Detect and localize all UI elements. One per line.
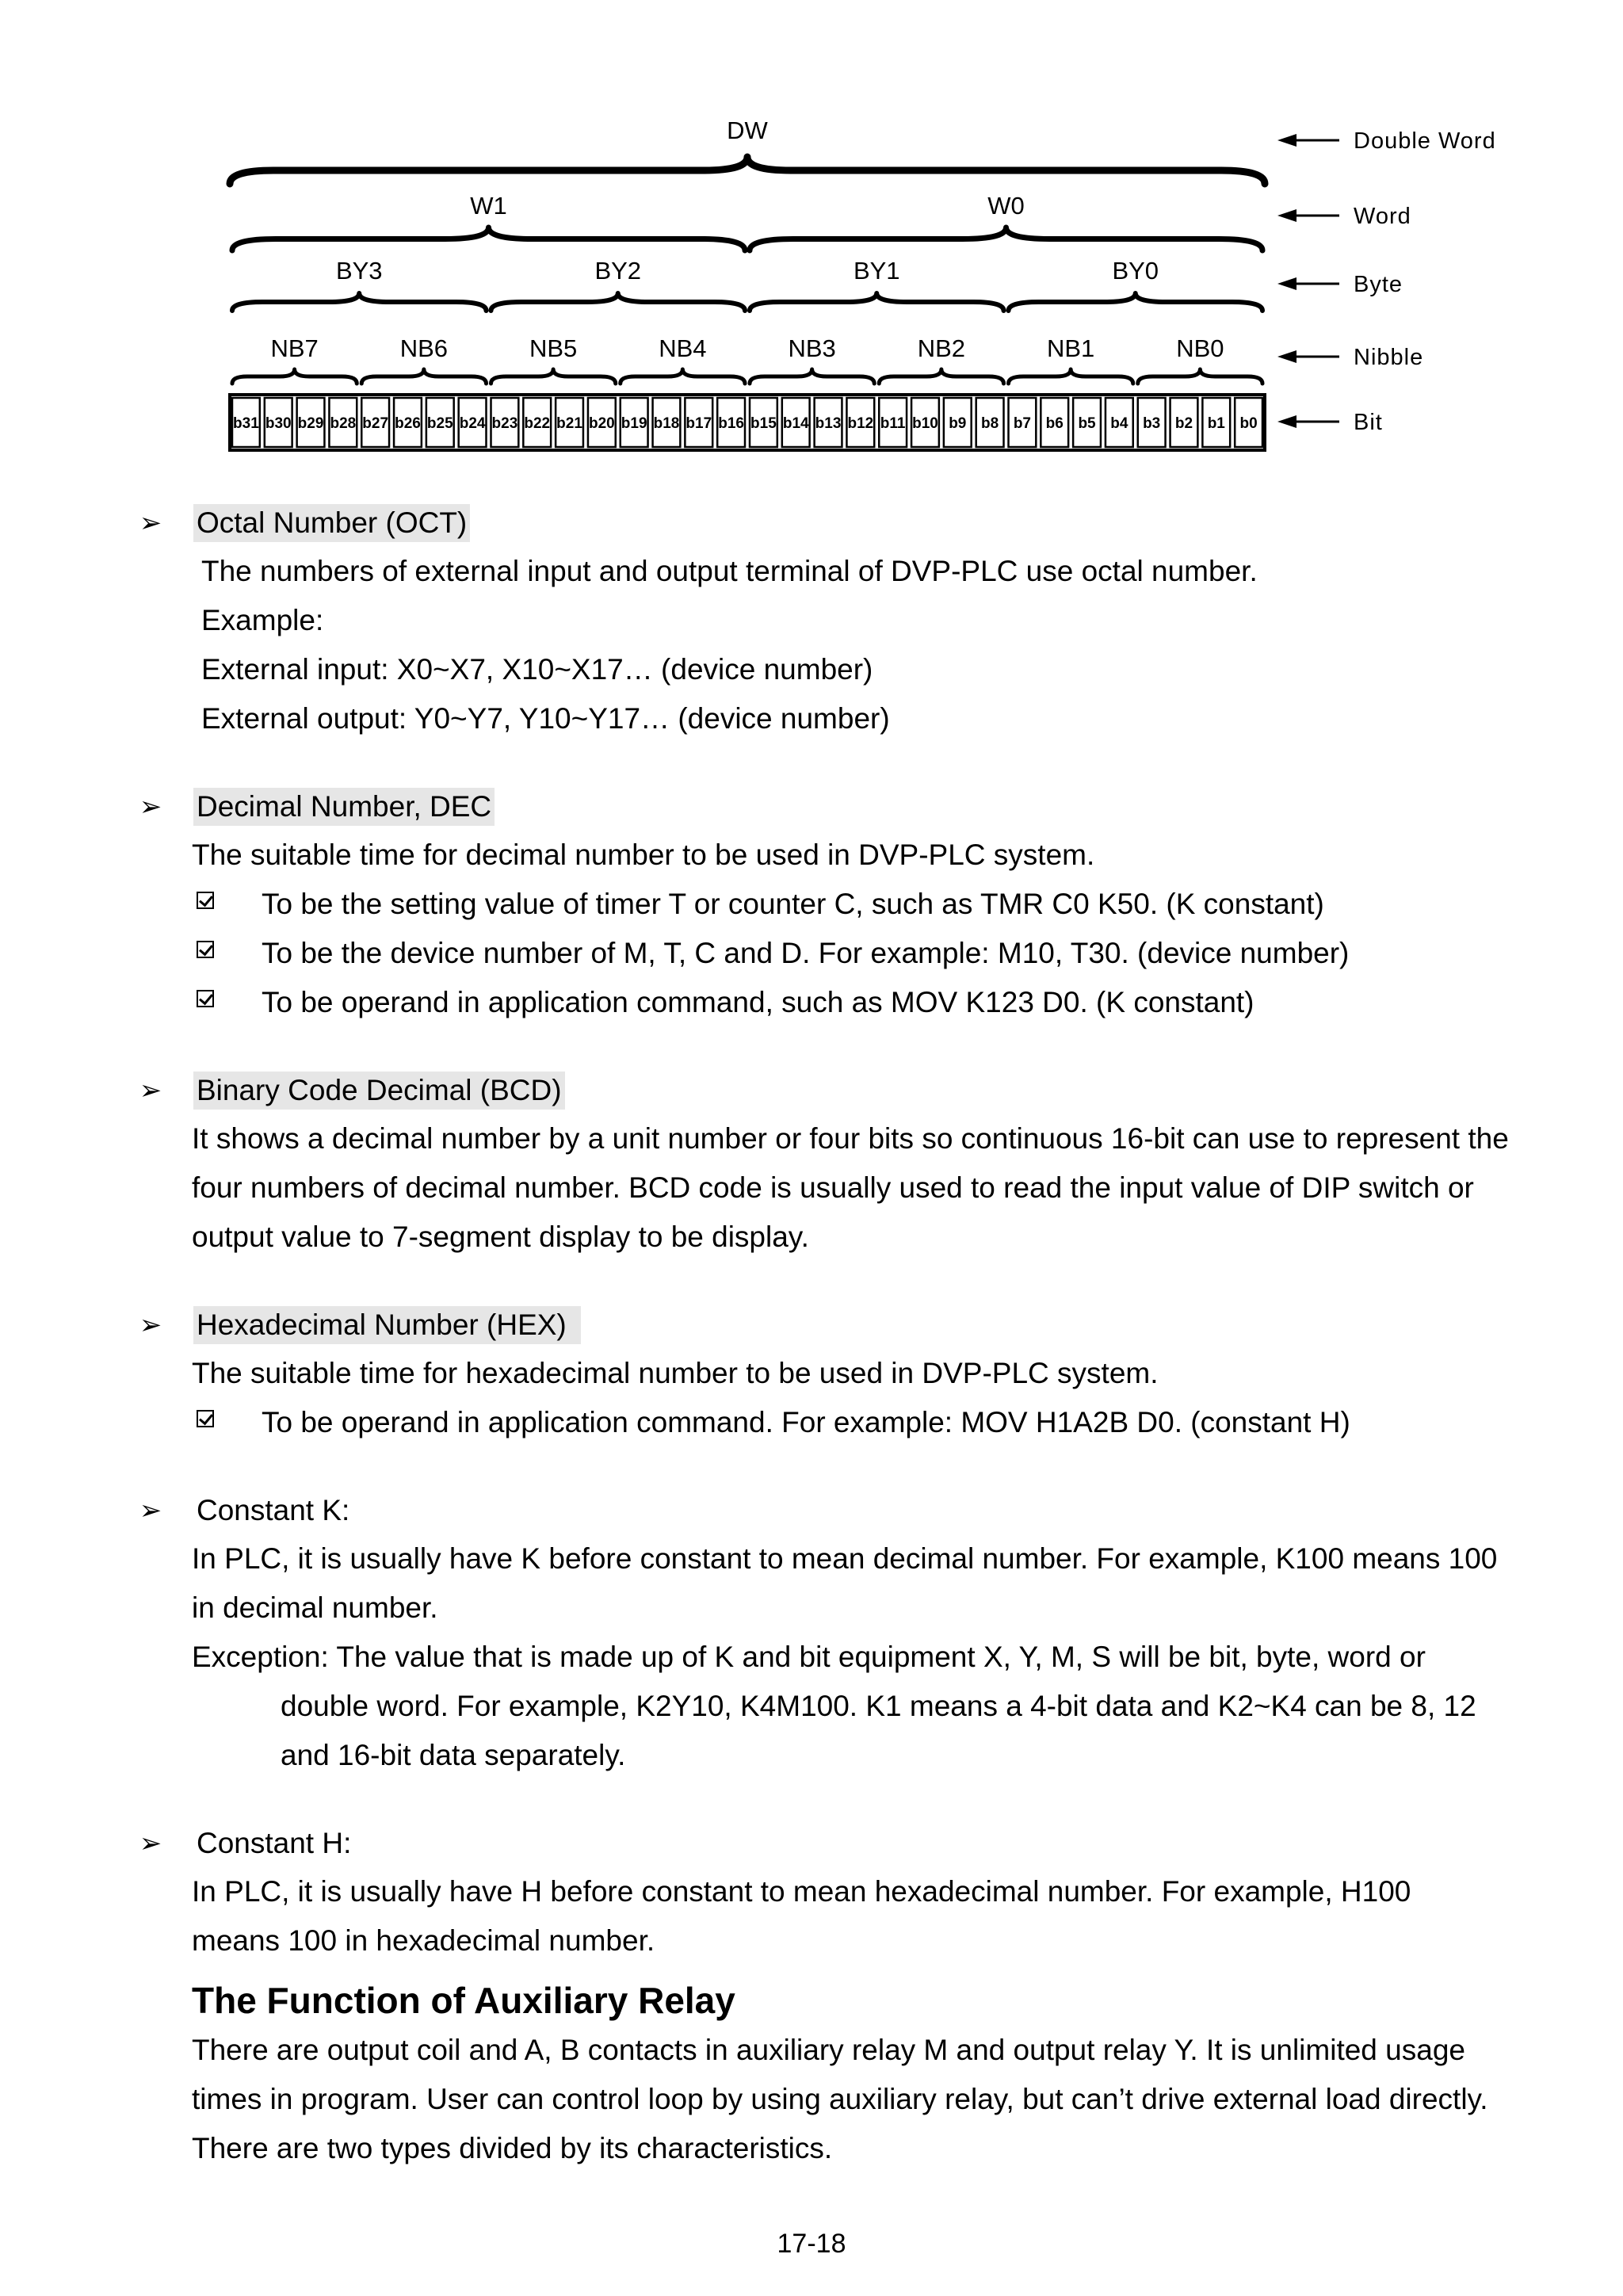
level-label: BY0 xyxy=(1112,257,1159,285)
heading-text: Constant K: xyxy=(197,1494,350,1526)
check-text: To be operand in application command, such as MOV K123 D0. (K constant) xyxy=(262,986,1254,1018)
level-label: BY2 xyxy=(594,257,642,285)
text-line: The suitable time for hexadecimal number to be used in DVP-PLC system. xyxy=(192,1357,1159,1389)
brace-shape xyxy=(232,227,745,250)
bullet-icon: ➢ xyxy=(139,792,162,822)
bit-label: b6 xyxy=(1045,415,1064,432)
level-label: W0 xyxy=(987,192,1025,220)
text-line: There are two types divided by its characteristics. xyxy=(192,2132,833,2164)
side-label: Double Word xyxy=(1354,128,1496,154)
bcd-paragraph xyxy=(192,1114,1523,1262)
text-line: Example: xyxy=(201,604,324,636)
text-line: In PLC, it is usually have H before constant to mean hexadecimal number. For example, H100 xyxy=(192,1875,1411,1908)
bit-label: b25 xyxy=(426,415,453,432)
bit-label: b5 xyxy=(1078,415,1096,432)
bit-label: b30 xyxy=(265,415,292,432)
bit-label: b12 xyxy=(847,415,874,432)
brace-shape xyxy=(232,369,357,384)
bit-label: b10 xyxy=(912,415,938,432)
hex-intro xyxy=(192,1349,1159,1398)
brace-shape xyxy=(1009,369,1133,384)
arrow-left-icon xyxy=(1277,209,1296,222)
bit-label: b11 xyxy=(880,415,906,432)
brace-shape xyxy=(750,293,1004,311)
brace-shape xyxy=(750,369,874,384)
side-label: Word xyxy=(1354,204,1411,229)
level-label: NB6 xyxy=(399,334,449,362)
brace-shape xyxy=(230,157,1265,184)
side-label: Bit xyxy=(1354,410,1383,435)
brace-shape xyxy=(750,227,1262,250)
level-label: NB1 xyxy=(1046,334,1095,362)
bit-label: b17 xyxy=(685,415,712,432)
brace-shape xyxy=(491,369,616,384)
brace-shape xyxy=(1009,293,1263,311)
brace-shape xyxy=(879,369,1003,384)
bit-label: b15 xyxy=(750,415,777,432)
arrow-left-icon xyxy=(1277,134,1296,147)
text-line: It shows a decimal number by a unit number or four bits so continuous 16-bit can use to represent the xyxy=(192,1122,1509,1155)
bullet-icon: ➢ xyxy=(139,508,162,538)
check-text: To be operand in application command. For example: MOV H1A2B D0. (constant H) xyxy=(262,1406,1350,1438)
bullet-icon: ➢ xyxy=(139,1075,162,1106)
bit-label: b21 xyxy=(556,415,582,432)
bit-label: b14 xyxy=(782,415,809,432)
text-line: There are output coil and A, B contacts in auxiliary relay M and output relay Y. It is unlimited usage xyxy=(192,2034,1465,2066)
text-line: in decimal number. xyxy=(192,1591,438,1624)
level-label: NB7 xyxy=(270,334,319,362)
side-label: Byte xyxy=(1354,272,1403,297)
text-line: means 100 in hexadecimal number. xyxy=(192,1924,655,1957)
brace-shape xyxy=(621,369,745,384)
bit-label: b22 xyxy=(524,415,551,432)
oct-paragraph xyxy=(201,547,1258,743)
brace-shape xyxy=(232,293,487,311)
bit-label: b13 xyxy=(815,415,842,432)
level-label: NB2 xyxy=(917,334,966,362)
text-line: The suitable time for decimal number to be used in DVP-PLC system. xyxy=(192,839,1095,871)
text-line: In PLC, it is usually have K before constant to mean decimal number. For example, K100 means 100 xyxy=(192,1542,1498,1575)
section-title-auxiliary-relay: The Function of Auxiliary Relay xyxy=(192,1980,735,2021)
bit-label: b31 xyxy=(233,415,259,432)
text-line: Exception: The value that is made up of K and bit equipment X, Y, M, S will be bit, byte, word or xyxy=(192,1641,1426,1673)
arrow-left-icon xyxy=(1277,277,1296,290)
text-line: output value to 7-segment display to be display. xyxy=(192,1221,809,1253)
text-line: The numbers of external input and output terminal of DVP-PLC use octal number. xyxy=(201,555,1258,587)
level-label: NB3 xyxy=(788,334,836,362)
brace-shape xyxy=(491,293,746,311)
bit-label: b19 xyxy=(621,415,647,432)
brace-shape xyxy=(361,369,486,384)
brace-shape xyxy=(1138,369,1262,384)
level-label: NB5 xyxy=(529,334,578,362)
checkbox-checked-icon xyxy=(197,892,214,909)
heading-text: Octal Number (OCT) xyxy=(193,504,470,542)
bit-label: b0 xyxy=(1239,415,1258,432)
text-line: and 16-bit data separately. xyxy=(281,1739,626,1771)
bit-label: b26 xyxy=(395,415,421,432)
level-label: NB0 xyxy=(1176,334,1224,362)
bullet-icon: ➢ xyxy=(139,1496,162,1526)
check-text: To be the setting value of timer T or counter C, such as TMR C0 K50. (K constant) xyxy=(262,888,1324,920)
auxiliary-relay-paragraph xyxy=(192,2026,1523,2173)
bit-structure-diagram xyxy=(0,0,1623,476)
bit-label: b18 xyxy=(653,415,680,432)
bit-label: b3 xyxy=(1143,415,1161,432)
heading-text: Binary Code Decimal (BCD) xyxy=(193,1072,565,1110)
bit-label: b23 xyxy=(491,415,518,432)
bit-label: b4 xyxy=(1110,415,1128,432)
level-label: BY3 xyxy=(335,257,383,285)
level-label: W1 xyxy=(470,192,507,220)
bit-label: b20 xyxy=(588,415,615,432)
arrow-left-icon xyxy=(1277,350,1296,363)
checkbox-checked-icon xyxy=(197,990,214,1007)
bit-label: b9 xyxy=(949,415,967,432)
constant-k-paragraph xyxy=(192,1534,1523,1633)
bit-label: b2 xyxy=(1174,415,1193,432)
constant-k-exception xyxy=(192,1633,1523,1780)
heading-text: Decimal Number, DEC xyxy=(193,788,495,826)
heading-text: Hexadecimal Number (HEX) xyxy=(193,1306,581,1344)
text-line: times in program. User can control loop by using auxiliary relay, but can’t drive external load directly. xyxy=(192,2083,1488,2115)
bit-label: b8 xyxy=(981,415,999,432)
dec-intro xyxy=(192,831,1094,880)
bit-label: b7 xyxy=(1013,415,1031,432)
page-number: 17-18 xyxy=(777,2229,846,2259)
bit-label: b16 xyxy=(718,415,744,432)
checkbox-checked-icon xyxy=(197,941,214,958)
text-line: External input: X0~X7, X10~X17… (device number) xyxy=(201,653,873,686)
constant-h-paragraph xyxy=(192,1867,1523,1966)
text-line: External output: Y0~Y7, Y10~Y17… (device number) xyxy=(201,702,890,735)
level-label: DW xyxy=(727,117,768,144)
bit-label: b29 xyxy=(297,415,324,432)
side-label: Nibble xyxy=(1354,345,1424,370)
heading-text: Constant H: xyxy=(197,1827,352,1859)
arrow-left-icon xyxy=(1277,415,1296,428)
checkbox-checked-icon xyxy=(197,1410,214,1427)
check-text: To be the device number of M, T, C and D. For example: M10, T30. (device number) xyxy=(262,937,1350,969)
bit-label: b28 xyxy=(330,415,357,432)
bit-label: b24 xyxy=(459,415,486,432)
bullet-icon: ➢ xyxy=(139,1310,162,1340)
text-line: four numbers of decimal number. BCD code is usually used to read the input value of DIP switch or xyxy=(192,1171,1474,1204)
text-line: double word. For example, K2Y10, K4M100. K1 means a 4-bit data and K2~K4 can be 8, 12 xyxy=(281,1690,1476,1722)
bit-label: b27 xyxy=(362,415,389,432)
level-label: BY1 xyxy=(853,257,900,285)
bullet-icon: ➢ xyxy=(139,1828,162,1859)
bit-label: b1 xyxy=(1207,415,1225,432)
level-label: NB4 xyxy=(659,334,707,362)
